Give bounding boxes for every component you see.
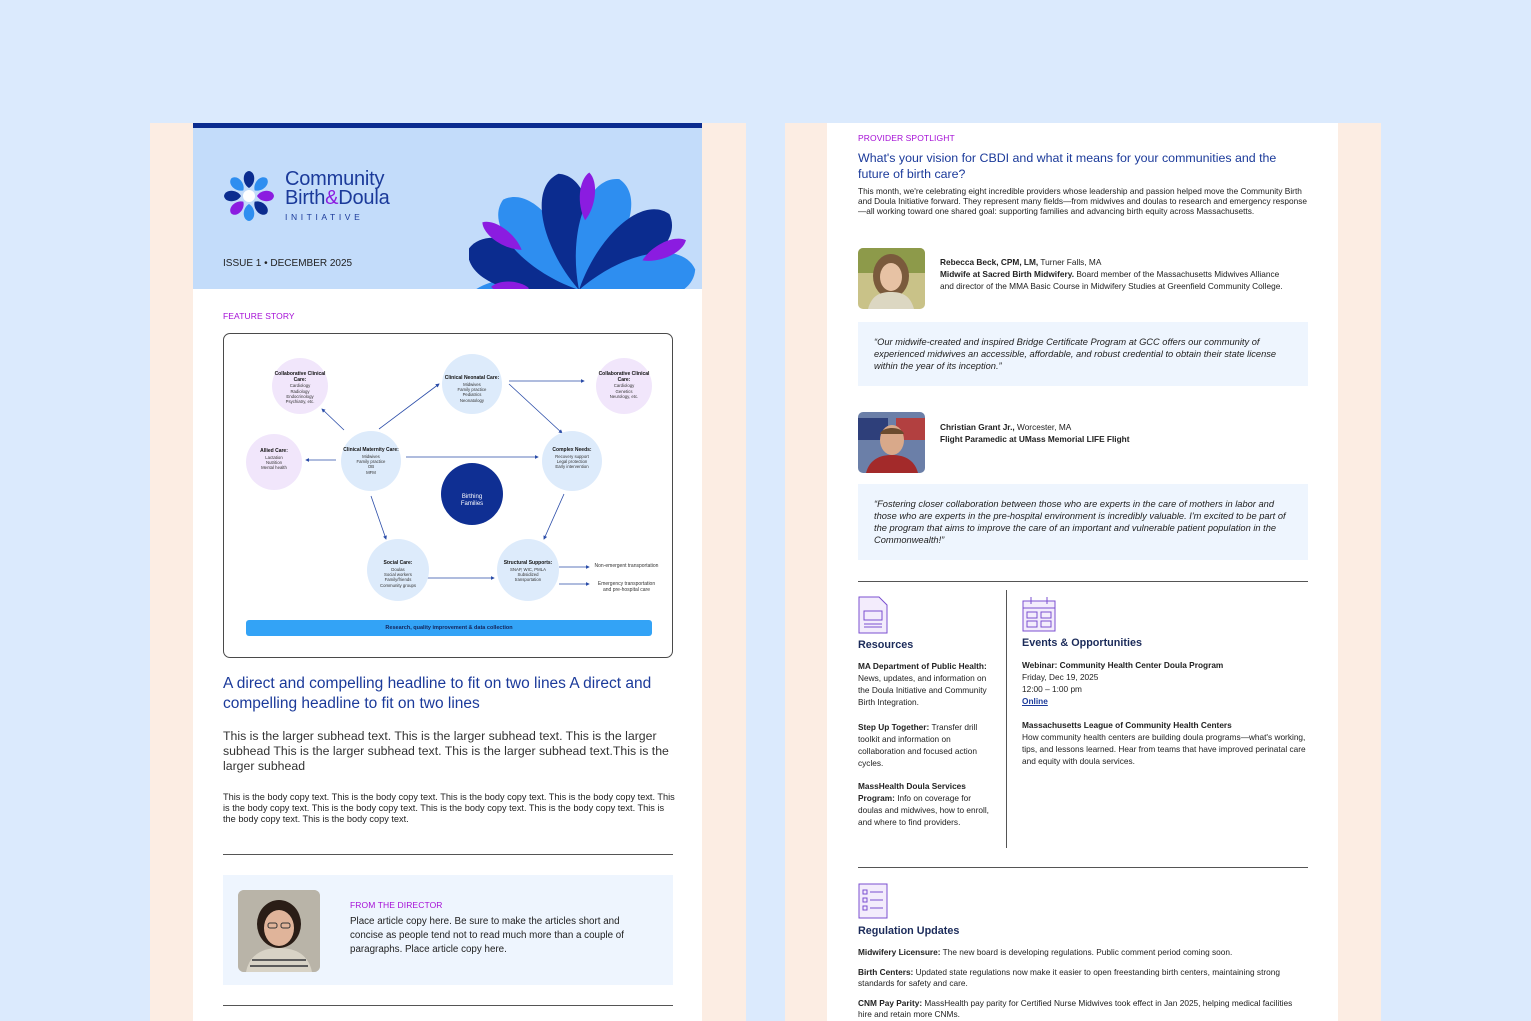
director-photo [238,890,320,972]
resource-item[interactable]: Step Up Together: Transfer drill toolkit and information on collaboration and focused action cycles. [858,722,978,768]
feature-body: This is the body copy text. This is the body copy text. This is the body copy text. This is the body copy text. This is the body copy text. This is the body copy text. This is the body copy text. This is the body copy text. This is the body copy text. This is the body copy text. [223,792,675,825]
section-divider [858,867,1308,868]
masthead [193,128,702,289]
spotlight-intro: This month, we're celebrating eight incredible providers whose leadership and passion helped move the Community Birth and Doula Initiative forward. They represent many fields—from midwives and doulas to research and emergency response—all working toward one shared goal: supporting families and advancing birth equity across Massachusetts. [858,186,1308,217]
diagram-label-nonemergent: Non-emergent transportation [594,563,659,569]
column-divider [1006,590,1007,848]
brand-logo [223,170,390,222]
diagram-node-neonatal: Clinical Neonatal Care: Midwives Family practice Pediatrics Neonatology [442,354,502,414]
director-text: Place article copy here. Be sure to make the articles short and concise as people tend not to read much more than a couple of paragraphs. Place article copy here. [350,916,624,955]
director-kicker: FROM THE DIRECTOR [350,900,443,910]
regulation-item: Midwifery Licensure: The new board is developing regulations. Public comment period coming soon. [858,947,1233,957]
logo-line-1: Community [285,168,385,190]
events-heading: Events & Opportunities [1022,637,1142,649]
section-divider [223,1005,673,1006]
newsletter-page-2 [827,123,1338,1021]
provider-photo [858,412,925,473]
diagram-node-complex: Complex Needs: Recovery support Legal protection Early intervention [542,431,602,491]
care-network-diagram [223,333,673,658]
diagram-node-structural: Structural Supports: SNAP, WIC, PMLA Subsidized transportation [497,539,559,601]
diagram-node-collab-right: Collaborative Clinical Care: Cardiology Genetics Neurology, etc. [596,358,652,414]
spotlight-title: What's your vision for CBDI and what it means for your communities and the future of birth care? [858,151,1277,181]
checklist-icon [858,883,888,919]
diagram-node-social: Social Care: Doulas Social workers Family/friends Community groups [367,539,429,601]
provider-quote: “Our midwife-created and inspired Bridge Certificate Program at GCC offers our community of experienced midwives an accessible, affordable, and robust credential to obtain their state license within the year of its inception.” [858,322,1308,386]
provider-photo [858,248,925,309]
diagram-label-emergency: Emergency transportation and pre-hospital care [597,581,656,593]
diagram-center-birthing-families: Birthing Families [441,463,503,525]
issue-date: ISSUE 1 • DECEMBER 2025 [223,258,353,269]
diagram-research-bar: Research, quality improvement & data collection [246,620,652,636]
diagram-node-collab-left: Collaborative Clinical Care: Cardiology Radiology Endocrinology Psychiatry, etc. [272,358,328,414]
provider-info: Rebecca Beck, CPM, LM, Turner Falls, MA Midwife at Sacred Birth Midwifery. Board member of the Massachusetts Midwives Alliance and director of the MMA Basic Course in Midwifery Studies at Greenfield Community College. [940,257,1283,291]
diagram-node-maternity: Clinical Maternity Care: Midwives Family practice OB MFM [341,431,401,491]
director-section [223,875,673,985]
hero-star-artwork [469,166,702,289]
regulation-item: CNM Pay Parity: MassHealth pay parity for Certified Nurse Midwives took effect in Jan 2025, helping medical facilities hire and retain more CNMs. [858,998,1293,1019]
logo-line-2: Birth&Doula [285,187,390,209]
provider-info: Christian Grant Jr., Worcester, MA Flight Paramedic at UMass Memorial LIFE Flight [940,422,1130,444]
resource-item[interactable]: MassHealth Doula Services Program: Info on coverage for doulas and midwives, how to enroll, and where to find providers. [858,781,989,827]
section-divider [858,581,1308,582]
provider-quote: “Fostering closer collaboration between those who are experts in the care of mothers in labor and those who are experts in the pre-hospital environment is incredibly valuable. I'm excited to be part of the program that aims to improve the care of an important and vulnerable patient population in the Commonwealth!” [858,484,1308,560]
event-item: Webinar: Community Health Center Doula Program Friday, Dec 19, 2025 12:00 – 1:00 pm Online [1022,660,1224,706]
feature-headline: A direct and compelling headline to fit on two lines A direct and compelling headline to fit on two lines [223,675,652,712]
logo-star-icon [223,170,275,222]
feature-subhead: This is the larger subhead text. This is the larger subhead text. This is the larger subhead This is the larger subhead text. This is the larger subhead text.This is the larger subhead [223,729,669,773]
spotlight-kicker: PROVIDER SPOTLIGHT [858,133,955,143]
newsletter-page-1 [193,123,702,1021]
regulation-heading: Regulation Updates [858,925,960,937]
section-divider [223,854,673,855]
event-item: Massachusetts League of Community Health Centers How community health centers are building doula programs—what's working, tips, and lessons learned. Hear from teams that have improved perinatal care and equity with doula services. [1022,720,1306,766]
resources-heading: Resources [858,639,914,651]
logo-line-3: INITIATIVE [285,212,364,222]
resource-item[interactable]: MA Department of Public Health: News, updates, and information on the Doula Initiative and Community Birth Integration. [858,661,987,707]
feature-story-kicker: FEATURE STORY [223,311,295,321]
calendar-icon [1022,596,1056,632]
event-online-link[interactable]: Online [1022,696,1048,706]
document-icon [858,596,888,634]
diagram-node-allied: Allied Care: Lactation Nutrition Mental health [246,434,302,490]
regulation-item: Birth Centers: Updated state regulations now make it easier to open freestanding birth centers, maintaining strong standards for safety and care. [858,967,1280,988]
